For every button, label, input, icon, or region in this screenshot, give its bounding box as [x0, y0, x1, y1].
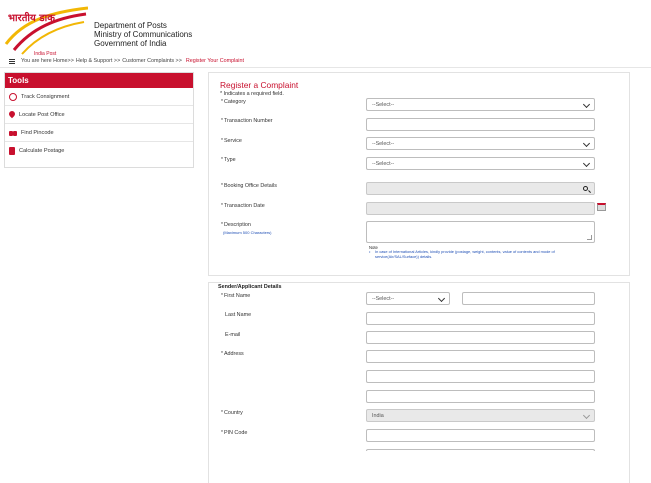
breadcrumb-customer-complaints[interactable]: Customer Complaints >>	[122, 58, 182, 64]
dept-line-3: Government of India	[94, 39, 167, 48]
category-selected-value: --Select--	[372, 101, 395, 108]
chevron-down-icon	[438, 295, 445, 302]
sidebar-item-locate-post-office[interactable]	[5, 106, 193, 124]
name-title-selected-value: --Select--	[372, 295, 395, 302]
transaction-number-label: *Transaction Number	[221, 118, 273, 124]
category-select[interactable]	[366, 98, 595, 111]
booking-office-input[interactable]	[366, 182, 595, 195]
breadcrumb-home[interactable]: You are here Home>>	[21, 58, 74, 64]
chevron-down-icon	[583, 412, 590, 419]
bullet-icon: •	[369, 249, 371, 254]
sidebar-item-track-consignment[interactable]	[5, 88, 193, 106]
sidebar-item-label: Calculate Postage	[19, 148, 65, 154]
type-label: *Type	[221, 157, 236, 163]
resize-handle-icon[interactable]	[587, 235, 592, 240]
menu-icon[interactable]	[9, 59, 15, 64]
country-selected-value: India	[372, 412, 384, 419]
last-name-label: Last Name	[225, 312, 252, 318]
next-field-input[interactable]	[366, 449, 595, 451]
description-label: *Description	[221, 222, 251, 228]
type-select[interactable]	[366, 157, 595, 170]
transaction-number-input[interactable]	[366, 118, 595, 131]
type-selected-value: --Select--	[372, 160, 395, 167]
sender-section-title: Sender/Applicant Details	[218, 284, 282, 290]
service-select[interactable]	[366, 137, 595, 150]
target-icon	[9, 93, 17, 101]
breadcrumb-help-support[interactable]: Help & Support >>	[75, 58, 121, 64]
address-line-1-input[interactable]	[366, 350, 595, 363]
map-pin-icon	[9, 111, 15, 119]
sidebar-item-calculate-postage[interactable]	[5, 142, 193, 160]
note-text-content: In case of International Articles, kindly provide (postage, weight, contents, value of contents and mode of service(Air/SAL/Surface)) details.	[375, 249, 555, 259]
country-select[interactable]	[366, 409, 595, 422]
service-label: *Service	[221, 138, 242, 144]
email-field[interactable]	[366, 331, 595, 344]
binoculars-icon	[9, 129, 17, 137]
pin-code-input[interactable]	[366, 429, 595, 442]
service-selected-value: --Select--	[372, 140, 395, 147]
description-textarea[interactable]	[366, 221, 595, 243]
last-name-input[interactable]	[366, 312, 595, 325]
search-icon[interactable]	[583, 186, 588, 191]
email-label: E-mail	[225, 332, 241, 338]
booking-office-label: *Booking Office Details	[221, 183, 277, 189]
chevron-down-icon	[583, 140, 590, 147]
country-label: *Country	[221, 410, 243, 416]
name-title-select[interactable]	[366, 292, 450, 305]
address-line-2-input[interactable]	[366, 370, 595, 383]
address-line-3-input[interactable]	[366, 390, 595, 403]
required-field-note: * Indicates a required field.	[220, 91, 284, 97]
first-name-label: *First Name	[221, 293, 251, 299]
description-hint: (Maximum 500 Characters)	[223, 230, 272, 235]
address-label: *Address	[221, 351, 244, 357]
department-title	[94, 21, 192, 48]
chevron-down-icon	[583, 101, 590, 108]
sidebar-item-label: Track Consignment	[21, 93, 70, 100]
note-label: Note	[369, 245, 378, 250]
dept-line-2: Ministry of Communications	[94, 30, 193, 39]
chevron-down-icon	[583, 160, 590, 167]
transaction-date-label: *Transaction Date	[221, 203, 265, 209]
calendar-icon[interactable]	[597, 203, 606, 211]
dept-line-1: Department of Posts	[94, 21, 167, 30]
logo-hindi-text: भारतीय डाक	[8, 13, 55, 24]
breadcrumb-current: Register Your Complaint	[185, 58, 244, 64]
note-text	[369, 250, 579, 259]
sidebar-item-find-pincode[interactable]	[5, 124, 193, 142]
calculator-icon	[9, 147, 15, 155]
tools-heading: Tools	[5, 73, 193, 88]
sidebar-item-label: Locate Post Office	[19, 111, 65, 118]
india-post-logo[interactable]	[4, 6, 88, 58]
transaction-date-input[interactable]	[366, 202, 595, 215]
breadcrumb	[0, 55, 651, 68]
form-title: Register a Complaint	[220, 80, 299, 90]
category-label: *Category	[221, 99, 246, 105]
sidebar-item-label: Find Pincode	[21, 129, 54, 136]
logo-subtitle: India Post	[34, 51, 57, 57]
pin-code-label: *PIN Code	[221, 430, 248, 436]
first-name-input[interactable]	[462, 292, 595, 305]
tools-sidebar	[4, 72, 194, 168]
